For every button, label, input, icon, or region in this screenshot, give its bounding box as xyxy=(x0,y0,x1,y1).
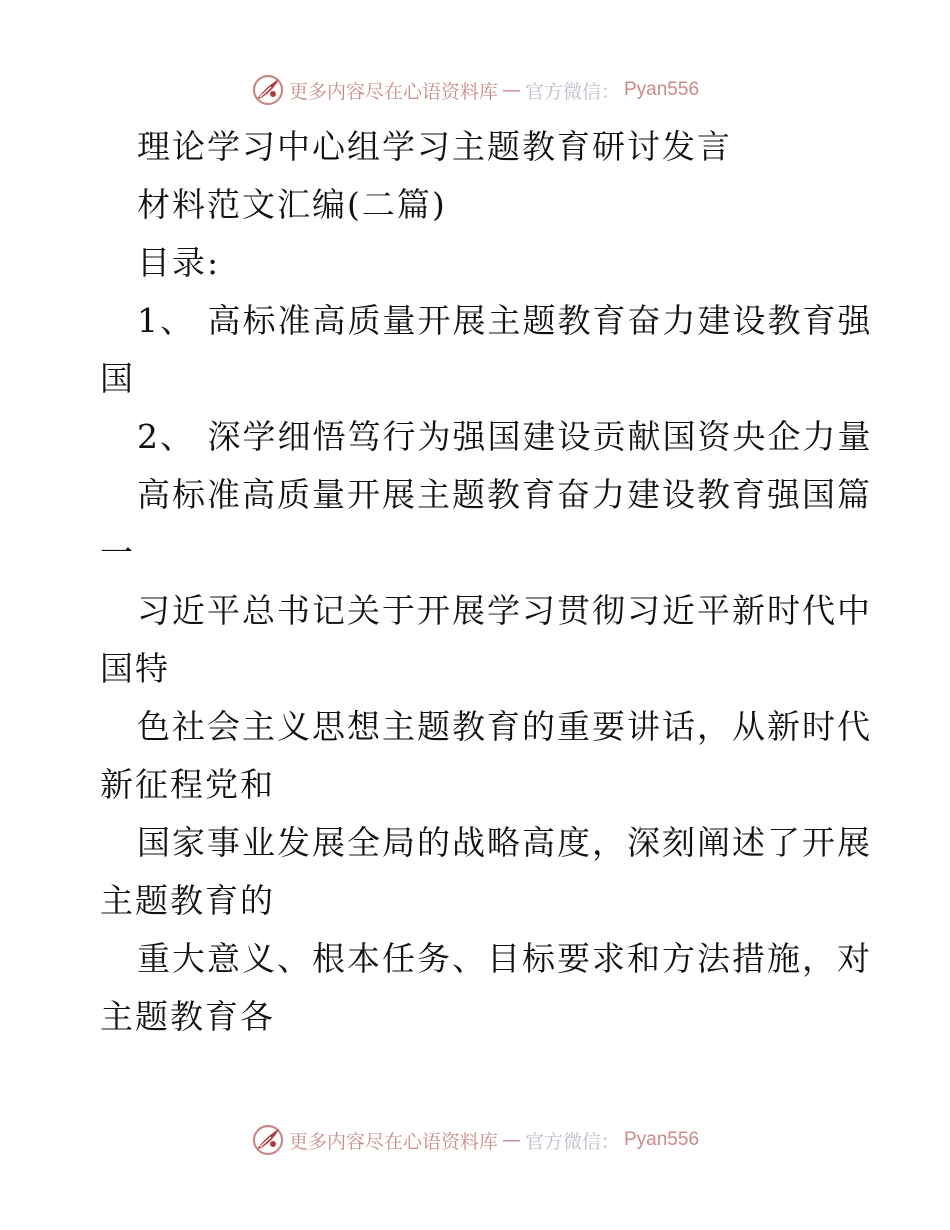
page-footer-watermark xyxy=(0,1120,950,1160)
watermark-wechat-id: Pyan556 xyxy=(624,1129,700,1150)
toc-item-2: 2、 深学细悟笃行为强国建设贡献国资央企力量 xyxy=(137,417,873,456)
paragraph-3-line1: 国家事业发展全局的战略高度，深刻阐述了开展 xyxy=(137,823,872,862)
paragraph-2-line1: 色社会主义思想主题教育的重要讲话，从新时代 xyxy=(137,707,872,746)
watermark xyxy=(251,73,699,107)
toc-item-1-wrap: 国 xyxy=(100,359,135,398)
paragraph-4-line1: 重大意义、根本任务、目标要求和方法措施，对 xyxy=(137,939,872,978)
toc-label: 目录: xyxy=(137,243,221,282)
document-body xyxy=(100,118,873,1046)
watermark xyxy=(251,1123,699,1157)
watermark-separator: — xyxy=(501,79,521,101)
watermark-wechat-id: Pyan556 xyxy=(624,79,700,100)
quill-pen-logo-icon xyxy=(251,1123,285,1157)
watermark-text: 更多内容尽在心语资料库 xyxy=(288,80,498,103)
document-title-line2: 材料范文汇编(二篇) xyxy=(137,185,447,224)
paragraph-2-line2: 新征程党和 xyxy=(100,765,275,804)
watermark-separator: — xyxy=(501,1129,521,1151)
paragraph-1-line1: 习近平总书记关于开展学习贯彻习近平新时代中 xyxy=(137,591,872,630)
page-header-watermark xyxy=(0,70,950,110)
watermark-wechat-label: 官方微信： xyxy=(524,1130,620,1153)
quill-pen-logo-icon xyxy=(251,73,285,107)
watermark-wechat-label: 官方微信： xyxy=(524,80,620,103)
paragraph-3-line2: 主题教育的 xyxy=(100,881,275,920)
section-title-line2: 一 xyxy=(100,533,135,572)
toc-item-1: 1、 高标准高质量开展主题教育奋力建设教育强 xyxy=(137,301,873,340)
paragraph-1-line2: 国特 xyxy=(100,649,170,688)
section-title-line1: 高标准高质量开展主题教育奋力建设教育强国篇 xyxy=(137,475,872,514)
paragraph-4-line2: 主题教育各 xyxy=(100,997,275,1036)
watermark-text: 更多内容尽在心语资料库 xyxy=(288,1130,498,1153)
document-title-line1: 理论学习中心组学习主题教育研讨发言 xyxy=(137,127,732,166)
